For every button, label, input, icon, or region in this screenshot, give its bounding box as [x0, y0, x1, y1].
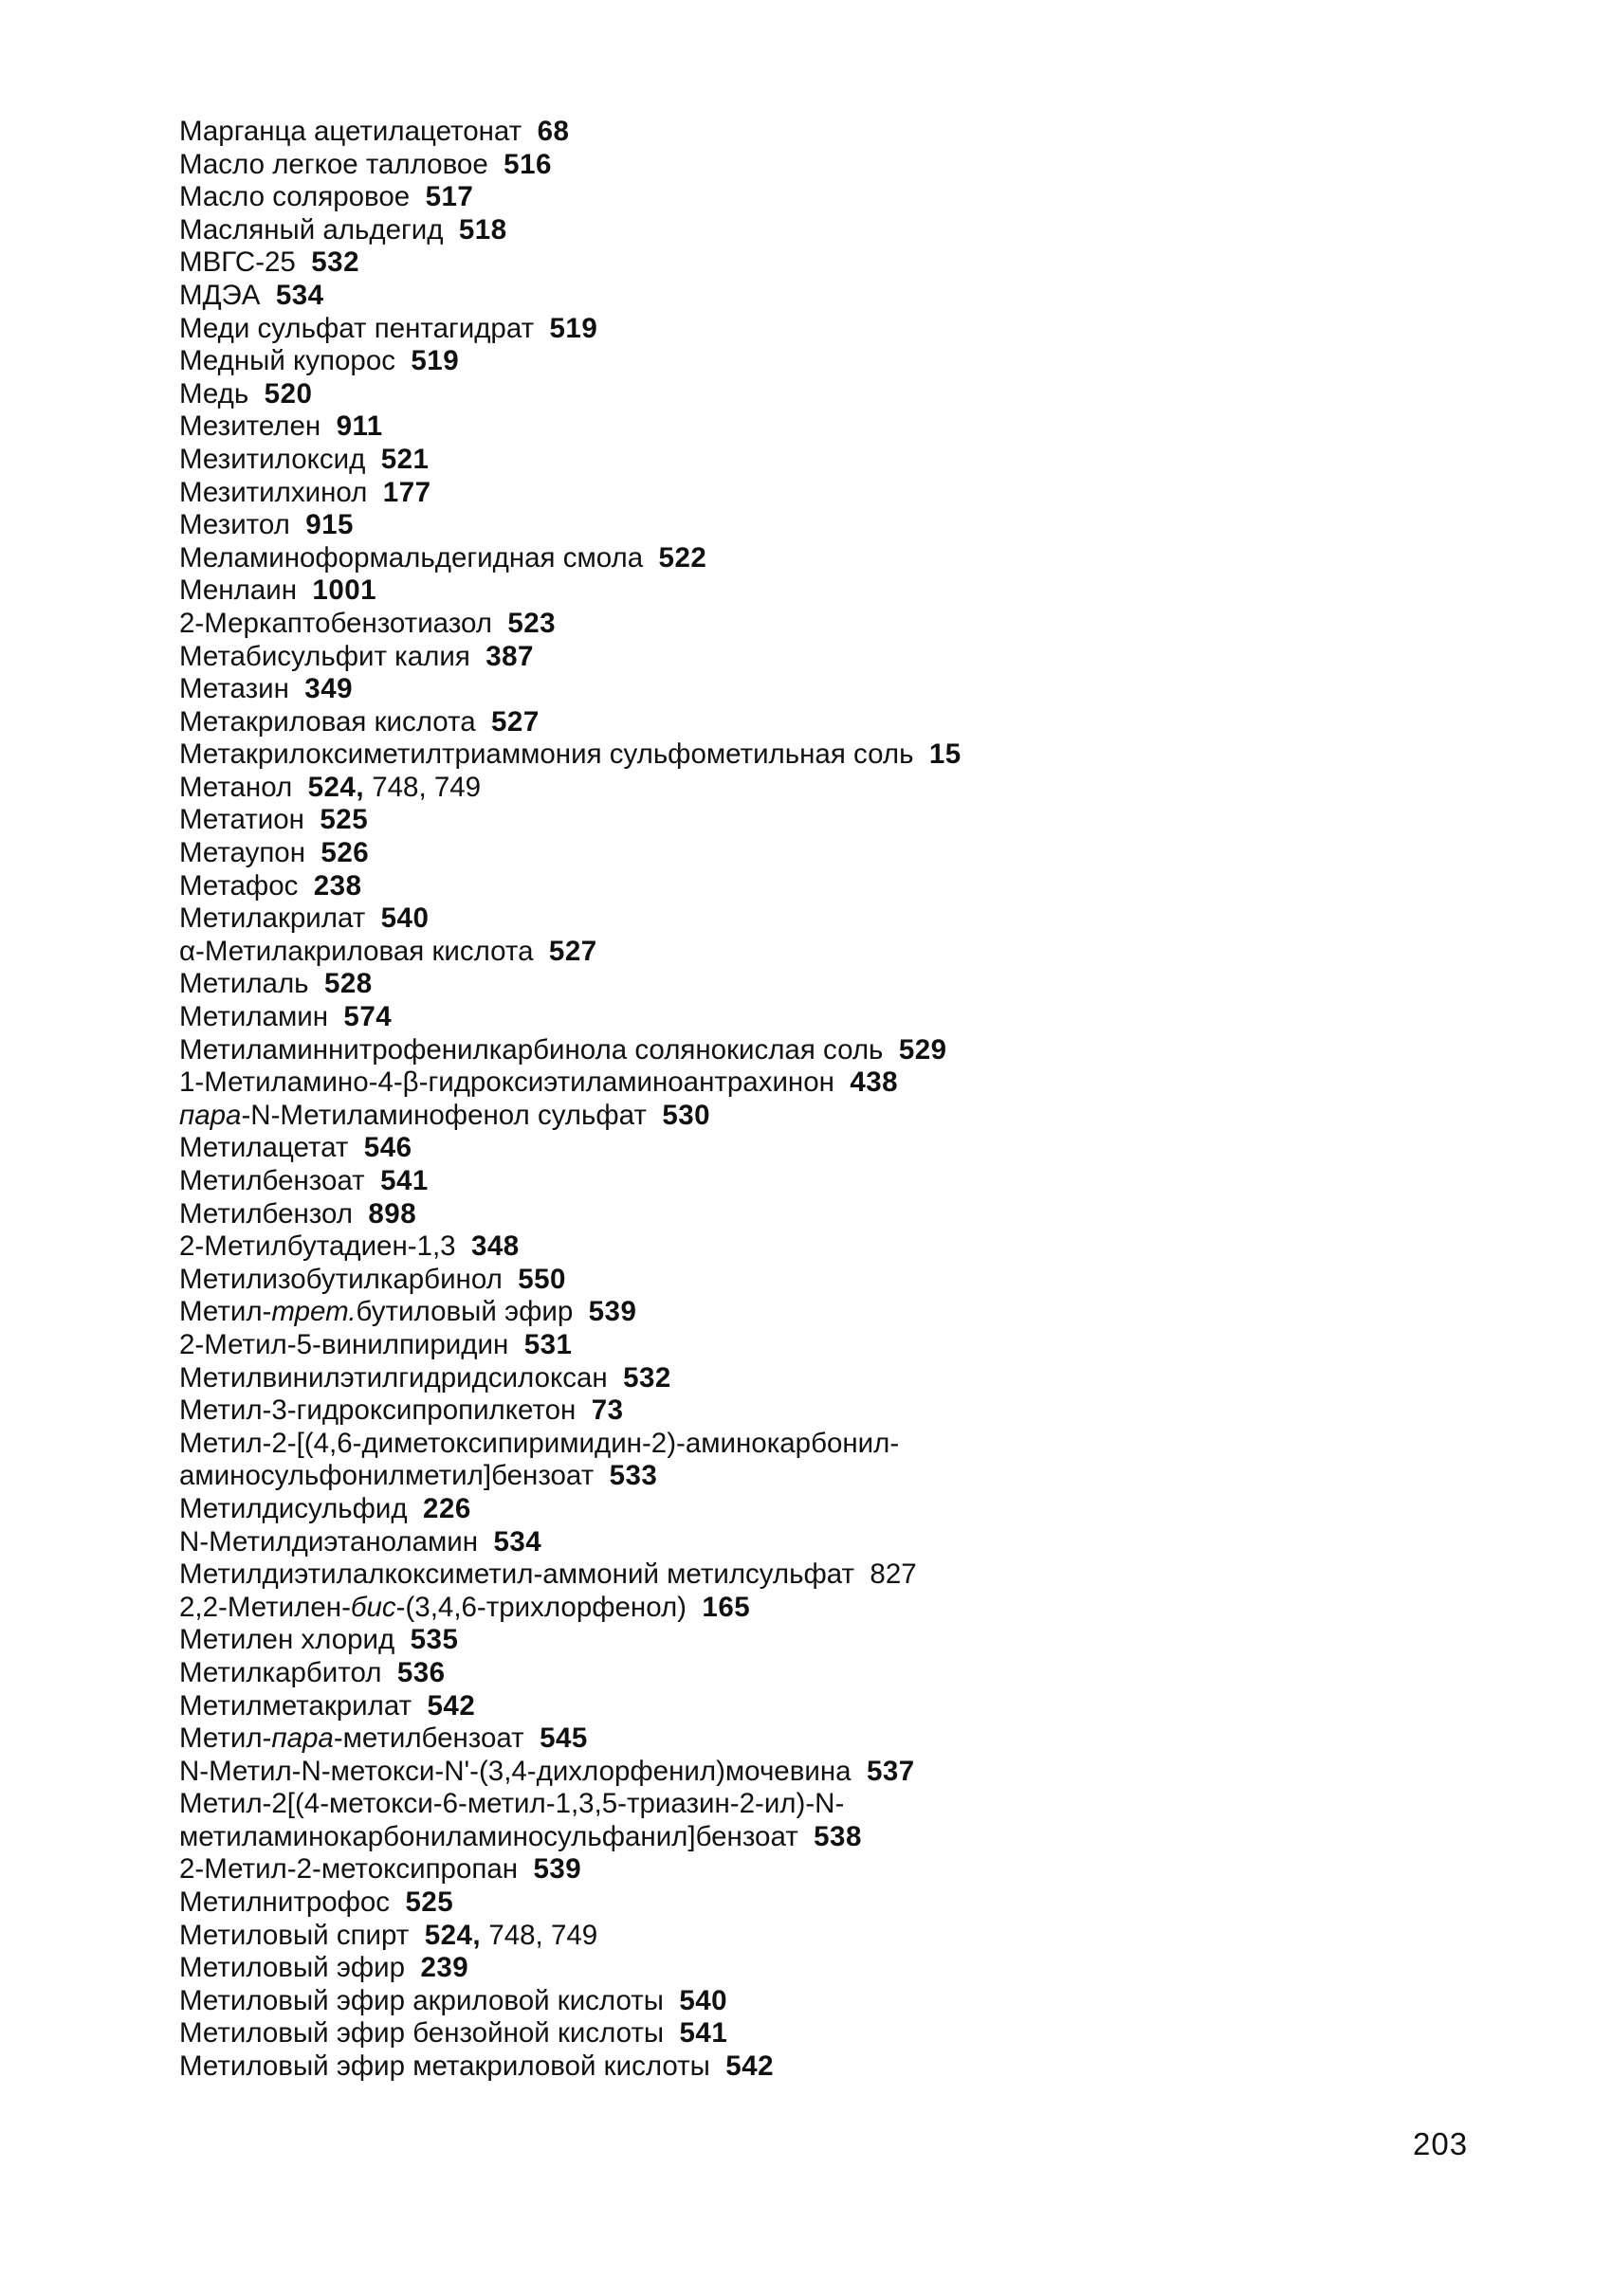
index-term: Метилбензол	[179, 1197, 353, 1230]
index-page-ref-main: 349	[304, 673, 354, 705]
index-entry	[179, 444, 1459, 477]
index-entry	[179, 1886, 1459, 1920]
index-page-ref-main: 541	[679, 2017, 728, 2050]
index-entry	[179, 772, 1459, 805]
index-entry	[179, 1001, 1459, 1034]
index-page-ref-main: 517	[425, 181, 474, 213]
index-entry	[179, 1592, 1459, 1625]
index-entry	[179, 509, 1459, 542]
index-term: Метилакрилат	[179, 902, 366, 935]
index-term: α-Метилакриловая кислота	[179, 935, 534, 967]
index-entry	[179, 1264, 1459, 1297]
page-number: 203	[1413, 2126, 1469, 2161]
index-term-italic: трет.	[271, 1296, 357, 1328]
index-page-ref-main: 533	[609, 1460, 658, 1492]
index-entry	[179, 1788, 1459, 1853]
index-term: Масло легкое талловое	[179, 148, 488, 180]
index-page-ref-main: 546	[363, 1132, 412, 1164]
index-page-ref-main: 519	[411, 345, 460, 377]
index-term-line: Метил-2[(4-метокси-6-метил-1,3,5-триазин-2-ил)-N-	[179, 1788, 845, 1820]
index-entry	[179, 149, 1459, 182]
index-page-ref-main: 539	[533, 1853, 582, 1886]
index-entry	[179, 1230, 1459, 1264]
index-term: Метилацетат	[179, 1132, 349, 1164]
index-term: Метафос	[179, 869, 299, 902]
index-entry	[179, 1558, 1459, 1592]
index-entry	[179, 574, 1459, 608]
index-page-ref-main: 518	[458, 213, 507, 246]
index-term: Метабисульфит калия	[179, 640, 470, 672]
index-entry	[179, 738, 1459, 772]
index-term: Метилвинилэтилгидридсилоксан	[179, 1361, 608, 1394]
index-entry	[179, 1394, 1459, 1428]
index-entry	[179, 804, 1459, 837]
index-page-ref-main: 574	[343, 1001, 393, 1033]
index-term: Метиламин	[179, 1001, 328, 1033]
index-term: Метакриловая кислота	[179, 705, 476, 738]
index-page-ref-main: 911	[336, 410, 383, 443]
index-page-ref-main: 238	[313, 869, 362, 902]
index-term: Метазин	[179, 673, 289, 705]
index-term: Метил-	[179, 1722, 272, 1755]
index-page-ref-main: 226	[423, 1492, 471, 1524]
index-entry	[179, 181, 1459, 214]
index-term: N-Метил-N-метокси-N'-(3,4-дихлорфенил)мочевина	[179, 1755, 852, 1787]
index-entry	[179, 1362, 1459, 1395]
index-term: Метаупон	[179, 837, 306, 869]
index-page-ref-main: 438	[850, 1066, 899, 1099]
index-page-ref-main: 177	[382, 476, 431, 508]
index-entry	[179, 1198, 1459, 1231]
index-term: Метилаль	[179, 968, 309, 1000]
index-term: Метилбензоат	[179, 1165, 365, 1196]
index-page-ref: 827	[870, 1558, 917, 1591]
index-term-italic: пара	[271, 1722, 334, 1755]
index-page-ref-main: 531	[523, 1328, 573, 1360]
index-entry	[179, 313, 1459, 346]
index-page-ref-main: 526	[321, 837, 370, 869]
index-term: Меди сульфат пентагидрат	[179, 312, 535, 344]
index-entry	[179, 2017, 1459, 2050]
index-page-ref-main: 516	[504, 148, 552, 180]
index-entries-list	[179, 116, 1459, 2084]
index-entry	[179, 542, 1459, 575]
index-entry	[179, 378, 1459, 411]
index-term: Мезитилхинол	[179, 476, 368, 508]
index-page-ref-main: 534	[493, 1525, 542, 1558]
index-page-ref-main: 529	[898, 1033, 947, 1066]
index-term: Марганца ацетилацетонат	[179, 116, 522, 147]
index-term: Меламиноформальдегидная смола	[179, 541, 644, 574]
index-term: Метилен хлорид	[179, 1624, 395, 1656]
index-page-ref-main: 532	[311, 246, 359, 279]
index-term: Метил-	[179, 1296, 272, 1328]
index-term: Метакрилоксиметилтриаммония сульфометильная соль	[179, 738, 914, 771]
index-page-ref: 748, 749	[488, 1919, 598, 1951]
index-entry	[179, 1132, 1459, 1165]
index-term: бутиловый эфир	[356, 1296, 574, 1328]
index-entry	[179, 1920, 1459, 1953]
index-entry	[179, 1066, 1459, 1100]
index-entry	[179, 1952, 1459, 1985]
index-page-ref-main: 534	[275, 279, 324, 311]
index-term: Метиловый эфир акриловой кислоты	[179, 1984, 664, 2016]
index-page-ref-main: 898	[368, 1197, 417, 1230]
index-page-ref-main: 550	[518, 1263, 566, 1295]
index-term-line: Метил-2-[(4,6-диметоксипиримидин-2)-аминокарбонил-	[179, 1427, 900, 1459]
index-page-ref-main: 535	[410, 1624, 459, 1656]
index-term: Медь	[179, 377, 249, 410]
index-page-ref-main: 527	[548, 935, 597, 967]
index-entry	[179, 345, 1459, 378]
index-page-ref-main: 239	[420, 1952, 469, 1984]
index-page-ref-main: 539	[588, 1296, 637, 1328]
index-term: Метилкарбитол	[179, 1656, 382, 1688]
index-page-ref-main: 73	[591, 1394, 624, 1427]
index-entry	[179, 706, 1459, 739]
index-page-ref-main: 1001	[312, 574, 377, 607]
index-entry	[179, 641, 1459, 674]
index-entry	[179, 1329, 1459, 1362]
index-page-ref: 748, 749	[372, 771, 482, 803]
index-entry	[179, 280, 1459, 313]
index-page-ref-main: 525	[320, 804, 369, 836]
index-page-ref-main: 530	[662, 1099, 711, 1131]
index-term: Метиловый эфир бензойной кислоты	[179, 2017, 665, 2050]
index-term: Метилметакрилат	[179, 1689, 412, 1722]
index-term: Масляный альдегид	[179, 213, 444, 246]
index-term-italic: бис	[350, 1591, 396, 1623]
index-page-ref-main: 538	[814, 1820, 862, 1852]
index-page-ref-main: 520	[264, 377, 313, 410]
index-entry	[179, 1428, 1459, 1493]
index-entry	[179, 936, 1459, 969]
index-page-ref-main: 524,	[307, 771, 365, 803]
index-term: Мезитилоксид	[179, 443, 366, 475]
index-page-ref-main: 387	[485, 640, 534, 672]
index-entry	[179, 246, 1459, 280]
index-page-ref-main: 537	[866, 1755, 915, 1787]
index-entry	[179, 1756, 1459, 1789]
index-page-ref-main: 542	[725, 2050, 774, 2083]
index-term: -метилбензоат	[333, 1722, 524, 1755]
index-entry	[179, 1657, 1459, 1690]
index-term: Медный купорос	[179, 345, 395, 377]
index-page-ref-main: 68	[537, 116, 570, 147]
index-page-ref-main: 525	[405, 1886, 454, 1919]
index-page-ref-main: 915	[305, 509, 354, 541]
index-term: 2,2-Метилен-	[179, 1591, 351, 1623]
index-entry	[179, 608, 1459, 641]
index-term: Метилизобутилкарбинол	[179, 1263, 503, 1295]
index-term: Мезитол	[179, 509, 290, 541]
index-term: Метилдиэтилалкоксиметил-аммоний метилсульфат	[179, 1558, 855, 1591]
index-entry	[179, 837, 1459, 870]
index-page-ref-main: 536	[396, 1656, 446, 1688]
index-term: Метанол	[179, 771, 293, 803]
index-entry	[179, 1985, 1459, 2018]
index-page-ref-main: 532	[623, 1361, 671, 1394]
index-entry	[179, 1034, 1459, 1067]
index-entry	[179, 1100, 1459, 1133]
index-term: 1-Метиламино-4-β-гидроксиэтиламиноантрахинон	[179, 1066, 834, 1099]
index-entry	[179, 1296, 1459, 1329]
index-page-ref-main: 523	[507, 607, 557, 639]
index-term: 2-Метил-2-метоксипропан	[179, 1853, 519, 1886]
index-term: аминосульфонилметил]бензоат	[179, 1460, 595, 1492]
index-term: Метатион	[179, 804, 304, 836]
index-entry	[179, 116, 1459, 149]
index-entry	[179, 1526, 1459, 1559]
index-term: Метиловый эфир	[179, 1952, 406, 1984]
index-page-ref-main: 540	[380, 902, 430, 935]
index-term: Метилнитрофос	[179, 1886, 391, 1919]
index-term: Метиловый эфир метакриловой кислоты	[179, 2050, 710, 2083]
index-term: N-Метилдиэтаноламин	[179, 1525, 479, 1558]
index-page-ref-main: 522	[658, 541, 707, 574]
index-page-ref-main: 541	[380, 1165, 429, 1196]
index-entry	[179, 1690, 1459, 1723]
index-term-italic: пара	[179, 1099, 242, 1131]
index-term: Масло соляровое	[179, 181, 411, 213]
index-page-ref-main: 15	[928, 738, 962, 771]
index-term: Менлаин	[179, 574, 297, 607]
index-entry	[179, 1165, 1459, 1198]
index-entry	[179, 2050, 1459, 2084]
index-entry	[179, 1722, 1459, 1756]
index-page-ref-main: 527	[491, 705, 540, 738]
index-term: 2-Меркаптобензотиазол	[179, 607, 492, 639]
index-term: -(3,4,6-трихлорфенол)	[395, 1591, 687, 1623]
index-entry	[179, 1493, 1459, 1526]
index-page-ref-main: 542	[427, 1689, 476, 1722]
index-entry	[179, 410, 1459, 444]
index-entry	[179, 968, 1459, 1001]
index-term: МДЭА	[179, 279, 261, 311]
index-page-ref-main: 540	[679, 1984, 728, 2016]
index-entry	[179, 214, 1459, 247]
index-term: -N-Метиламинофенол сульфат	[241, 1099, 647, 1131]
index-term: Метиловый спирт	[179, 1919, 410, 1951]
index-term: Метил-3-гидроксипропилкетон	[179, 1394, 577, 1427]
index-entry	[179, 1624, 1459, 1657]
index-term: 2-Метил-5-винилпиридин	[179, 1328, 509, 1360]
index-page-ref-main: 348	[470, 1230, 520, 1263]
index-term: Метиламиннитрофенилкарбинола солянокислая соль	[179, 1033, 884, 1066]
index-page-ref-main: 519	[549, 312, 598, 344]
index-page-ref-main: 545	[540, 1722, 588, 1755]
index-page-ref-main: 524,	[424, 1919, 482, 1951]
index-entry	[179, 477, 1459, 510]
index-entry	[179, 673, 1459, 706]
index-page-ref-main: 165	[702, 1591, 751, 1623]
index-entry	[179, 870, 1459, 903]
index-entry	[179, 1853, 1459, 1886]
index-term: Мезителен	[179, 410, 321, 443]
index-term: МВГС-25	[179, 246, 296, 279]
index-page-ref-main: 521	[380, 443, 430, 475]
index-term: метиламинокарбониламиносульфанил]бензоат	[179, 1820, 798, 1852]
index-term: Метилдисульфид	[179, 1492, 408, 1524]
index-term: 2-Метилбутадиен-1,3	[179, 1230, 456, 1263]
index-entry	[179, 902, 1459, 936]
index-page-ref-main: 528	[323, 968, 373, 1000]
